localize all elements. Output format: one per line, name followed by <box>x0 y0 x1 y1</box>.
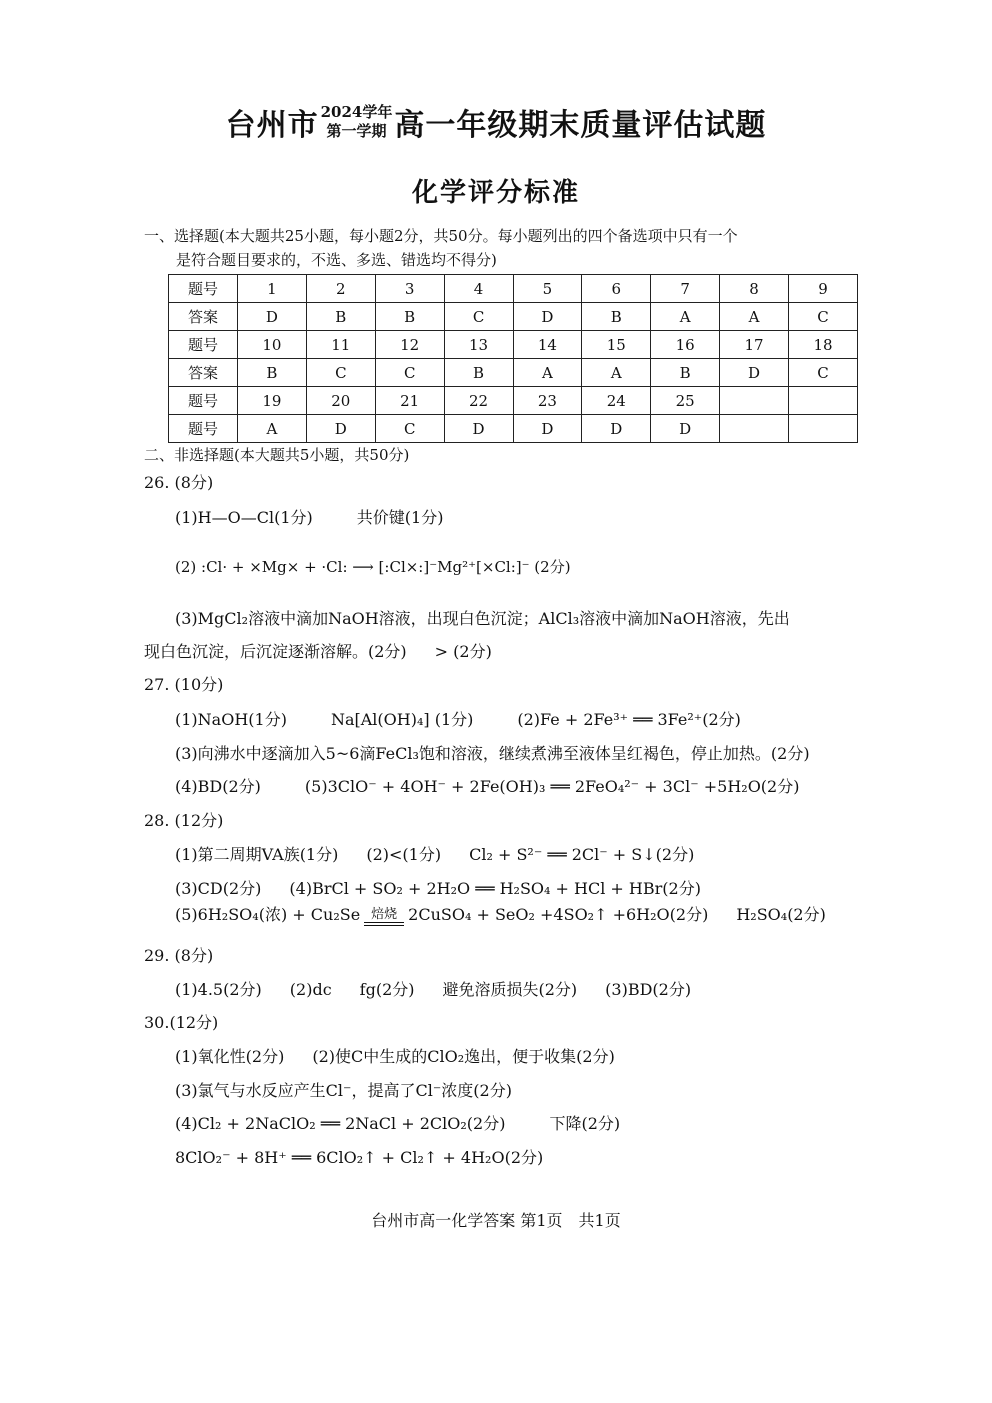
title-year: 2024学年 <box>320 103 393 121</box>
q28-part2a: (2)<(1分) <box>366 845 442 864</box>
table-cell: 21 <box>375 387 444 415</box>
q27-part2: (2)Fe + 2Fe³⁺ ══ 3Fe²⁺(2分) <box>517 710 741 729</box>
table-cell: 19 <box>238 387 307 415</box>
table-cell: 4 <box>444 275 513 303</box>
q30-header: 30.(12分) <box>144 1013 219 1032</box>
q26-part3-compare: > (2分) <box>434 642 492 661</box>
row-label: 题号 <box>169 415 238 443</box>
row-label: 题号 <box>169 331 238 359</box>
table-cell: 8 <box>720 275 789 303</box>
table-cell: 17 <box>720 331 789 359</box>
table-cell: 22 <box>444 387 513 415</box>
table-cell: 7 <box>651 275 720 303</box>
title-semester: 第一学期 <box>326 122 387 140</box>
table-cell: 5 <box>513 275 582 303</box>
table-cell <box>789 415 858 443</box>
table-cell: 15 <box>582 331 651 359</box>
roasting-label: 焙烧 <box>371 907 398 922</box>
q26-header: 26. (8分) <box>144 473 214 492</box>
table-cell: B <box>582 303 651 331</box>
table-cell: A <box>651 303 720 331</box>
section1-intro-line2: 是符合题目要求的，不选、多选、错选均不得分) <box>176 251 497 269</box>
table-cell: D <box>651 415 720 443</box>
answer-table <box>168 274 858 443</box>
section1-intro <box>144 224 864 272</box>
q29-part2c: 避免溶质损失(2分) <box>442 980 578 999</box>
table-cell: 14 <box>513 331 582 359</box>
q30-part1: (1)氧化性(2分) <box>175 1047 285 1066</box>
table-cell <box>720 387 789 415</box>
table-row <box>169 275 858 303</box>
table-cell: 10 <box>238 331 307 359</box>
q30-part2: (2)使C中生成的ClO₂逸出，便于收集(2分) <box>312 1047 615 1066</box>
q26-part3-line1: (3)MgCl₂溶液中滴加NaOH溶液，出现白色沉淀；AlCl₃溶液中滴加NaOH溶液，先出 <box>175 609 790 628</box>
table-cell: 13 <box>444 331 513 359</box>
q28-part3-4 <box>175 876 701 899</box>
table-cell: 18 <box>789 331 858 359</box>
q28-part5-left: (5)6H₂SO₄(浓) + Cu₂Se <box>175 905 361 924</box>
q27-part5: (5)3ClO⁻ + 4OH⁻ + 2Fe(OH)₃ ══ 2FeO₄²⁻ + 3Cl⁻ +5H₂O(2分) <box>304 777 800 796</box>
section1-intro-line1: 一、选择题(本大题共25小题，每小题2分，共50分。每小题列出的四个备选项中只有一个 <box>144 227 738 245</box>
q30-part4a: (4)Cl₂ + 2NaClO₂ ══ 2NaCl + 2ClO₂(2分) <box>175 1114 506 1133</box>
q27-part1b: Na[Al(OH)₄] (1分) <box>330 710 474 729</box>
q28-part5-right: 2CuSO₄ + SeO₂ +4SO₂↑ +6H₂O(2分) <box>408 905 709 924</box>
q29-part3: (3)BD(2分) <box>605 980 692 999</box>
q27-part1a: (1)NaOH(1分) <box>175 710 287 729</box>
q28-part5 <box>175 902 826 926</box>
q28-part2b: Cl₂ + S²⁻ ══ 2Cl⁻ + S↓(2分) <box>469 845 695 864</box>
q30-part4b: 下降(2分) <box>549 1114 621 1133</box>
page-footer: 台州市高一化学答案 第1页 共1页 <box>371 1211 621 1230</box>
q30-part3: (3)氯气与水反应产生Cl⁻，提高了Cl⁻浓度(2分) <box>175 1081 512 1100</box>
table-row <box>169 359 858 387</box>
q26-part1 <box>175 505 443 528</box>
q27-part1-2 <box>175 707 741 730</box>
q27-part4: (4)BD(2分) <box>175 777 261 796</box>
q30-part1-2 <box>175 1044 615 1067</box>
row-label: 答案 <box>169 303 238 331</box>
table-cell: C <box>789 359 858 387</box>
q27-header: 27. (10分) <box>144 675 224 694</box>
table-cell: 11 <box>306 331 375 359</box>
table-cell: C <box>789 303 858 331</box>
q29-part2a: (2)dc <box>289 980 332 999</box>
table-cell: B <box>238 359 307 387</box>
q27-part3: (3)向沸水中逐滴加入5~6滴FeCl₃饱和溶液，继续煮沸至液体呈红褐色，停止加热。(2分) <box>175 744 810 763</box>
q30-part4-equation: 8ClO₂⁻ + 8H⁺ ══ 6ClO₂↑ + Cl₂↑ + 4H₂O(2分) <box>175 1148 544 1167</box>
table-row <box>169 387 858 415</box>
subtitle: 化学评分标准 <box>411 178 580 208</box>
row-label: 题号 <box>169 275 238 303</box>
row-label: 题号 <box>169 387 238 415</box>
table-cell: 16 <box>651 331 720 359</box>
title-main: 高一年级期末质量评估试题 <box>394 108 767 143</box>
section2-intro: 二、非选择题(本大题共5小题，共50分) <box>144 446 410 464</box>
q26-part2-electron-diagram: (2) :Cl· + ×Mg× + ·Cl: ⟶ [:Cl×:]⁻Mg²⁺[×Cl:]⁻ (2分) <box>175 558 571 576</box>
q28-part3: (3)CD(2分) <box>175 879 262 898</box>
q30-part4 <box>175 1111 620 1134</box>
q29-header: 29. (8分) <box>144 946 214 965</box>
table-cell: D <box>238 303 307 331</box>
q26-part1-formula: (1)H—O—Cl(1分) <box>175 508 313 527</box>
row-label: 答案 <box>169 359 238 387</box>
table-cell <box>720 415 789 443</box>
q26-part1-bond: 共价键(1分) <box>356 508 444 527</box>
q29-parts <box>175 977 691 1000</box>
table-cell: D <box>720 359 789 387</box>
table-cell: D <box>582 415 651 443</box>
table-cell: B <box>444 359 513 387</box>
table-row <box>169 303 858 331</box>
table-row <box>169 331 858 359</box>
q26-part3-text: 现白色沉淀，后沉淀逐渐溶解。(2分) <box>144 642 407 661</box>
table-cell: A <box>720 303 789 331</box>
table-cell: 24 <box>582 387 651 415</box>
q28-part1: (1)第二周期VA族(1分) <box>175 845 339 864</box>
table-row <box>169 415 858 443</box>
q28-part4: (4)BrCl + SO₂ + 2H₂O ══ H₂SO₄ + HCl + HBr(2分) <box>289 879 701 898</box>
table-cell: D <box>306 415 375 443</box>
table-cell: 6 <box>582 275 651 303</box>
exam-title <box>0 100 992 144</box>
table-cell: 2 <box>306 275 375 303</box>
table-cell: 12 <box>375 331 444 359</box>
table-cell: C <box>375 415 444 443</box>
table-cell: B <box>375 303 444 331</box>
table-cell: C <box>306 359 375 387</box>
q28-part1-2 <box>175 842 694 865</box>
table-cell: D <box>513 415 582 443</box>
table-cell: 25 <box>651 387 720 415</box>
q29-part2b: fg(2分) <box>359 980 415 999</box>
q27-part4-5 <box>175 774 799 797</box>
table-cell: A <box>513 359 582 387</box>
q29-part1: (1)4.5(2分) <box>175 980 262 999</box>
table-cell: 1 <box>238 275 307 303</box>
table-cell: 20 <box>306 387 375 415</box>
table-cell: 3 <box>375 275 444 303</box>
table-cell: 9 <box>789 275 858 303</box>
q28-part5-extra: H₂SO₄(2分) <box>736 905 826 924</box>
table-cell: C <box>444 303 513 331</box>
table-cell: C <box>375 359 444 387</box>
table-cell: A <box>582 359 651 387</box>
table-cell: A <box>238 415 307 443</box>
q28-header: 28. (12分) <box>144 811 224 830</box>
title-city: 台州市 <box>225 108 319 143</box>
table-cell: 23 <box>513 387 582 415</box>
table-cell: B <box>651 359 720 387</box>
roasting-condition-arrow <box>364 908 404 926</box>
title-term <box>321 103 393 141</box>
table-cell <box>789 387 858 415</box>
table-cell: D <box>444 415 513 443</box>
table-cell: D <box>513 303 582 331</box>
q26-part3-line2 <box>144 639 492 662</box>
table-cell: B <box>306 303 375 331</box>
